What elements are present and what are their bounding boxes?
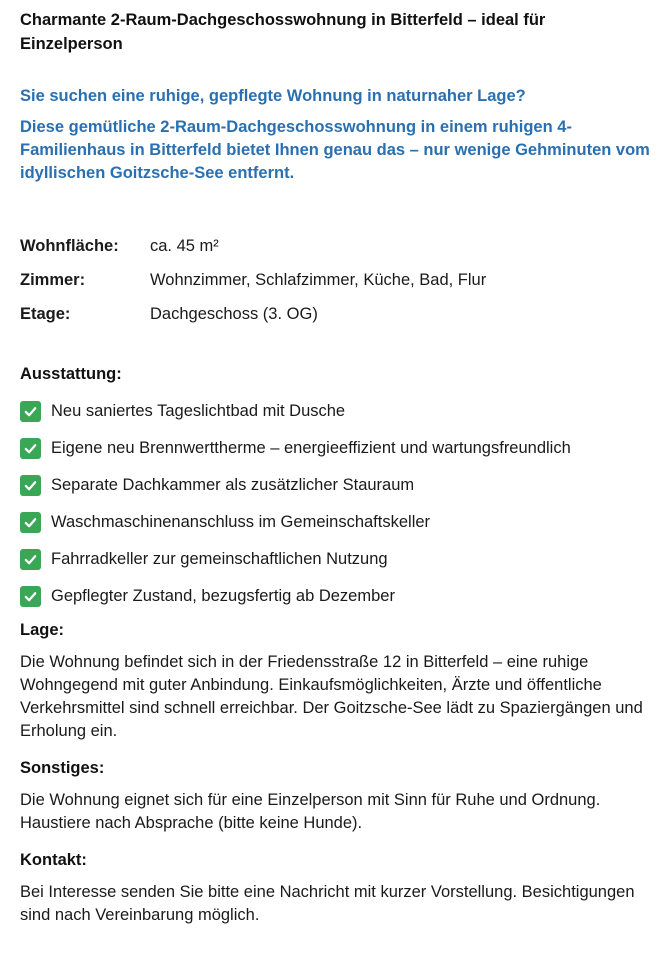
feature-list [20,393,650,615]
feature-item [20,578,650,615]
checkmark-icon [20,475,41,496]
fact-row [20,263,486,297]
feature-label: Fahrradkeller zur gemeinschaftlichen Nutzung [51,550,388,568]
fact-row [20,297,486,331]
feature-label: Separate Dachkammer als zusätzlicher Stauraum [51,476,415,494]
feature-label: Eigene neu Brennwerttherme – energieeffizient und wartungsfreundlich [51,439,571,457]
checkmark-icon [20,549,41,570]
feature-item [20,467,650,504]
feature-item [20,504,650,541]
feature-item [20,393,650,430]
intro-question: Sie suchen eine ruhige, gepflegte Wohnung in naturnaher Lage? [20,87,526,105]
feature-item [20,541,650,578]
fact-label: Wohnfläche: [20,236,119,255]
sonstiges-heading: Sonstiges: [20,759,105,777]
feature-label: Waschmaschinenanschluss im Gemeinschaftskeller [51,513,431,531]
feature-label: Neu saniertes Tageslichtbad mit Dusche [51,402,346,420]
facts-table [20,229,486,331]
checkmark-icon [20,586,41,607]
fact-label: Zimmer: [20,270,86,289]
checkmark-icon [20,401,41,422]
lage-heading: Lage: [20,621,65,639]
ausstattung-heading: Ausstattung: [20,365,122,383]
sonstiges-text: Die Wohnung eignet sich für eine Einzelperson mit Sinn für Ruhe und Ordnung. Haustiere nach Absprache (bitte keine Hunde). [20,791,601,832]
fact-value: ca. 45 m² [150,236,219,255]
fact-label: Etage: [20,304,71,323]
lage-text: Die Wohnung befindet sich in der Friedensstraße 12 in Bitterfeld – eine ruhige Wohngegend mit guter Anbindung. Einkaufsmöglichkeiten, Ärzte und öffentliche Verkehrsmittel sind schnell erreichbar. Der Goitzsche-See lädt zu Spaziergängen und Erholung ein. [20,653,643,740]
fact-row [20,229,486,263]
fact-value: Wohnzimmer, Schlafzimmer, Küche, Bad, Flur [150,270,487,289]
listing-title: Charmante 2-Raum-Dachgeschosswohnung in Bitterfeld – ideal für Einzelperson [20,11,546,53]
checkmark-icon [20,438,41,459]
kontakt-text: Bei Interesse senden Sie bitte eine Nachricht mit kurzer Vorstellung. Besichtigungen sind nach Vereinbarung möglich. [20,883,635,924]
kontakt-heading: Kontakt: [20,851,87,869]
feature-label: Gepflegter Zustand, bezugsfertig ab Dezember [51,587,395,605]
checkmark-icon [20,512,41,533]
intro-paragraph: Diese gemütliche 2-Raum-Dachgeschosswohnung in einem ruhigen 4-Familienhaus in Bitterfeld bietet Ihnen genau das – nur wenige Gehminuten vom idyllischen Goitzsche-See entfernt. [20,118,650,182]
feature-item [20,430,650,467]
fact-value: Dachgeschoss (3. OG) [150,304,318,323]
listing-description [20,8,650,927]
